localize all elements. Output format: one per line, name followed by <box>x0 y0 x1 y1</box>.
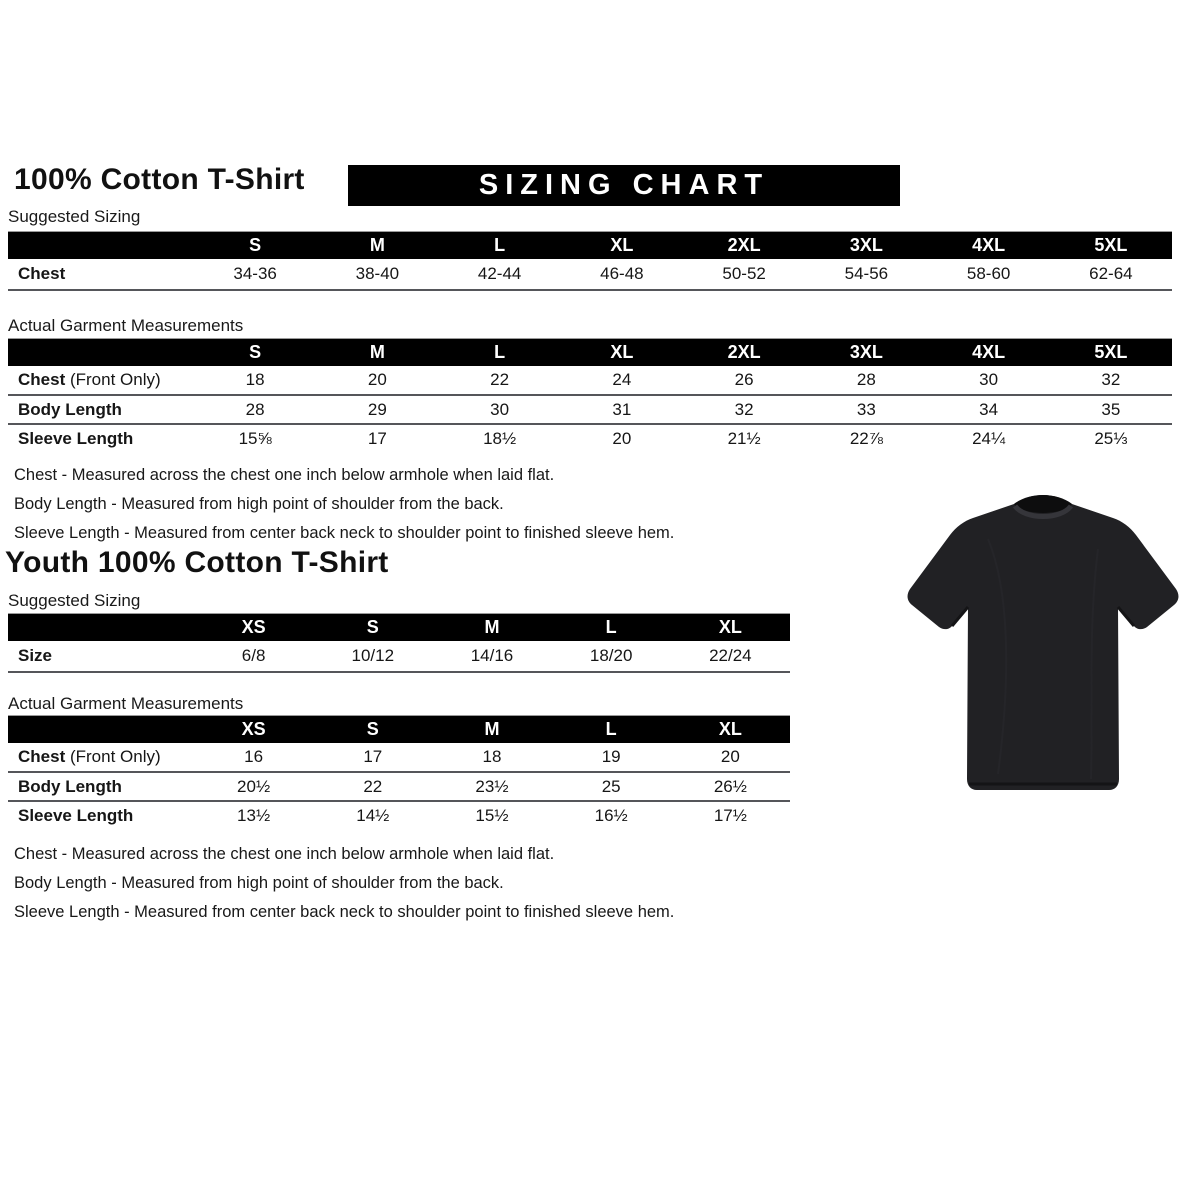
cell: 42-44 <box>439 259 561 290</box>
cell: 34-36 <box>194 259 316 290</box>
cell: 17 <box>363 747 383 766</box>
cell: 54-56 <box>805 259 927 290</box>
sizing-table <box>8 338 1172 453</box>
adult-garment-measurements-table <box>8 338 1172 453</box>
header-row <box>8 716 790 744</box>
column-header: M <box>432 614 551 642</box>
cell: 16½ <box>552 801 671 830</box>
cell: 38-40 <box>316 259 438 290</box>
column-header: XL <box>671 614 790 642</box>
cell: 20 <box>561 424 683 453</box>
cell: 29 <box>316 395 438 424</box>
sizing-chart-banner <box>348 165 900 206</box>
header-spacer <box>8 614 194 642</box>
row-label: Chest <box>8 259 194 290</box>
header-row <box>8 232 1172 260</box>
tshirt-image <box>893 479 1193 811</box>
cell: 22 <box>313 772 432 801</box>
cell: 50-52 <box>683 259 805 290</box>
cell: 62-64 <box>1050 259 1172 290</box>
cell: 25⅓ <box>1050 424 1172 453</box>
cell: 23½ <box>432 772 551 801</box>
table-row <box>8 743 790 772</box>
column-header: 3XL <box>805 232 927 260</box>
cell: 33 <box>805 395 927 424</box>
cell: 26½ <box>671 772 790 801</box>
cell: 28 <box>856 370 876 389</box>
cell: 22⅞ <box>805 424 927 453</box>
page-title: 100% Cotton T-Shirt <box>14 163 305 196</box>
cell: 30 <box>439 395 561 424</box>
youth-garment-measurements-table <box>8 715 790 830</box>
note-line: Body Length - Measured from high point of shoulder from the back. <box>14 874 504 892</box>
column-header: M <box>316 232 438 260</box>
cell: 58-60 <box>928 259 1050 290</box>
cell: 15⅝ <box>194 424 316 453</box>
cell: 14½ <box>313 801 432 830</box>
column-header: M <box>316 339 438 367</box>
column-header: 3XL <box>805 339 927 367</box>
row-label: Sleeve Length <box>8 424 194 453</box>
note-line: Body Length - Measured from high point of shoulder from the back. <box>14 495 504 513</box>
column-header: L <box>439 339 561 367</box>
column-header: 2XL <box>683 339 805 367</box>
cell: 16 <box>244 747 264 766</box>
note-line: Sleeve Length - Measured from center back neck to shoulder point to finished sleeve hem. <box>14 903 675 921</box>
row-label: Size <box>8 641 194 672</box>
cell: 18½ <box>439 424 561 453</box>
cell: 20 <box>367 370 387 389</box>
cell: 22/24 <box>671 641 790 672</box>
cell: 20½ <box>194 772 313 801</box>
cell: 30 <box>979 370 999 389</box>
header-spacer <box>8 716 194 744</box>
table-row <box>8 801 790 830</box>
adult-suggested-sizing-table <box>8 231 1172 291</box>
column-header: S <box>313 614 432 642</box>
youth-suggested-sizing-label: Suggested Sizing <box>8 591 141 610</box>
row-label: Body Length <box>8 772 194 801</box>
cell: 18/20 <box>552 641 671 672</box>
column-header: XL <box>561 339 683 367</box>
header-spacer <box>8 339 194 367</box>
column-header: S <box>194 232 316 260</box>
row-label: Body Length <box>8 395 194 424</box>
cell: 6/8 <box>194 641 313 672</box>
tshirt-photo <box>893 479 1193 811</box>
cell: 35 <box>1050 395 1172 424</box>
column-header: 2XL <box>683 232 805 260</box>
adult-measurement-notes <box>14 461 674 548</box>
cell: 46-48 <box>561 259 683 290</box>
note-line: Sleeve Length - Measured from center back neck to shoulder point to finished sleeve hem. <box>14 524 675 542</box>
note-line: Chest - Measured across the chest one inch below armhole when laid flat. <box>14 466 555 484</box>
cell: 22 <box>490 370 510 389</box>
cell: 34 <box>928 395 1050 424</box>
cell: 10/12 <box>313 641 432 672</box>
table-row <box>8 424 1172 453</box>
cell: 17 <box>316 424 438 453</box>
sizing-table <box>8 231 1172 291</box>
cell: 24 <box>612 370 632 389</box>
table-row <box>8 259 1172 290</box>
youth-suggested-sizing-table <box>8 613 790 673</box>
table-row <box>8 395 1172 424</box>
cell: 31 <box>561 395 683 424</box>
youth-measurement-notes <box>14 840 674 927</box>
column-header: XL <box>561 232 683 260</box>
cell: 21½ <box>683 424 805 453</box>
sizing-table <box>8 715 790 830</box>
row-label: Chest (Front Only) <box>18 370 161 389</box>
column-header: S <box>194 339 316 367</box>
cell: 18 <box>482 747 502 766</box>
youth-page-title: Youth 100% Cotton T-Shirt <box>5 546 389 579</box>
cell: 32 <box>683 395 805 424</box>
sizing-table <box>8 613 790 673</box>
cell: 15½ <box>432 801 551 830</box>
cell: 18 <box>245 370 265 389</box>
table-row <box>8 641 790 672</box>
column-header: 4XL <box>928 339 1050 367</box>
column-header: L <box>439 232 561 260</box>
header-spacer <box>8 232 194 260</box>
column-header: XS <box>194 614 313 642</box>
table-row <box>8 772 790 801</box>
sizing-chart-banner-label: SIZING CHART <box>478 169 770 201</box>
column-header: M <box>432 716 551 744</box>
table-row <box>8 366 1172 395</box>
cell: 13½ <box>194 801 313 830</box>
column-header: 5XL <box>1050 232 1172 260</box>
column-header: 5XL <box>1050 339 1172 367</box>
adult-garment-measurements-label: Actual Garment Measurements <box>8 316 244 335</box>
cell: 25 <box>552 772 671 801</box>
cell: 26 <box>734 370 754 389</box>
cell: 28 <box>194 395 316 424</box>
row-label: Chest (Front Only) <box>18 747 161 766</box>
header-row <box>8 339 1172 367</box>
cell: 17½ <box>671 801 790 830</box>
youth-garment-measurements-label: Actual Garment Measurements <box>8 694 244 713</box>
column-header: L <box>552 716 671 744</box>
cell: 20 <box>720 747 740 766</box>
column-header: S <box>313 716 432 744</box>
note-line: Chest - Measured across the chest one inch below armhole when laid flat. <box>14 845 555 863</box>
cell: 32 <box>1101 370 1121 389</box>
row-label: Sleeve Length <box>8 801 194 830</box>
cell: 14/16 <box>432 641 551 672</box>
adult-suggested-sizing-label: Suggested Sizing <box>8 207 141 226</box>
column-header: XS <box>194 716 313 744</box>
cell: 24¼ <box>928 424 1050 453</box>
column-header: L <box>552 614 671 642</box>
cell: 19 <box>601 747 621 766</box>
column-header: XL <box>671 716 790 744</box>
header-row <box>8 614 790 642</box>
column-header: 4XL <box>928 232 1050 260</box>
